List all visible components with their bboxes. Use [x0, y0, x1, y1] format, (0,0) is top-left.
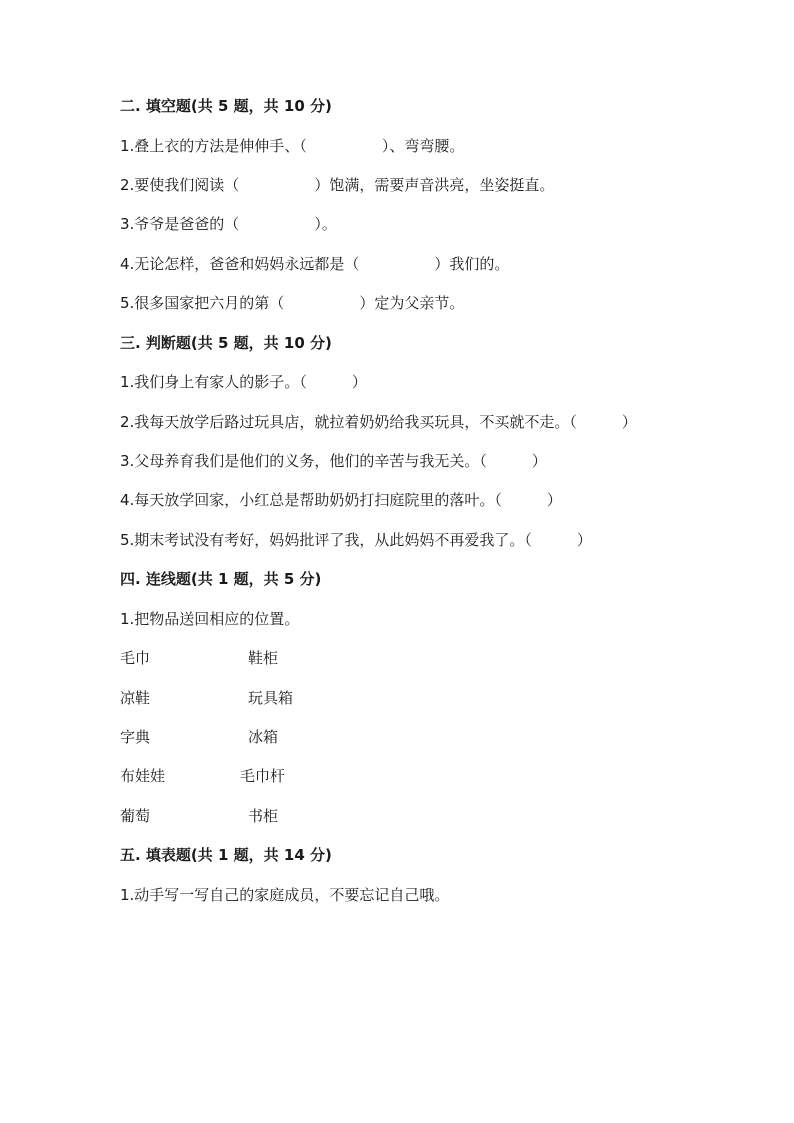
section-heading-true-false: 三. 判断题(共 5 题，共 10 分) [120, 334, 332, 352]
question-tf-4: 4.每天放学回家，小红总是帮助奶奶打扫庭院里的落叶。（ ） [120, 491, 562, 509]
question-fill-4: 4.无论怎样，爸爸和妈妈永远都是（ ）我们的。 [120, 255, 510, 273]
matching-right-item: 冰箱 [248, 728, 279, 746]
matching-right-item: 鞋柜 [248, 649, 279, 667]
question-fill-2: 2.要使我们阅读（ ）饱满，需要声音洪亮，坐姿挺直。 [120, 176, 555, 194]
matching-right-item: 毛巾杆 [240, 767, 286, 785]
section-heading-fill-table: 五. 填表题(共 1 题，共 14 分) [120, 846, 332, 864]
question-table-1: 1.动手写一写自己的家庭成员，不要忘记自己哦。 [120, 886, 450, 904]
matching-left-item: 布娃娃 [120, 767, 166, 785]
question-fill-5: 5.很多国家把六月的第（ ）定为父亲节。 [120, 294, 465, 312]
question-matching-1: 1.把物品送回相应的位置。 [120, 610, 300, 628]
matching-left-item: 葡萄 [120, 807, 151, 825]
question-fill-1: 1.叠上衣的方法是伸伸手、（ ）、弯弯腰。 [120, 137, 465, 155]
section-heading-matching: 四. 连线题(共 1 题，共 5 分) [120, 570, 322, 588]
question-tf-3: 3.父母养育我们是他们的义务，他们的辛苦与我无关。（ ） [120, 452, 547, 470]
matching-left-item: 凉鞋 [120, 689, 151, 707]
question-fill-3: 3.爷爷是爸爸的（ ）。 [120, 215, 337, 233]
matching-right-item: 玩具箱 [248, 689, 294, 707]
section-heading-fill-blank: 二. 填空题(共 5 题，共 10 分) [120, 97, 332, 115]
matching-left-item: 毛巾 [120, 649, 151, 667]
question-tf-2: 2.我每天放学后路过玩具店，就拉着奶奶给我买玩具，不买就不走。（ ） [120, 413, 637, 431]
question-tf-5: 5.期末考试没有考好，妈妈批评了我，从此妈妈不再爱我了。（ ） [120, 531, 592, 549]
matching-left-item: 字典 [120, 728, 151, 746]
question-tf-1: 1.我们身上有家人的影子。（ ） [120, 373, 367, 391]
matching-right-item: 书柜 [248, 807, 279, 825]
